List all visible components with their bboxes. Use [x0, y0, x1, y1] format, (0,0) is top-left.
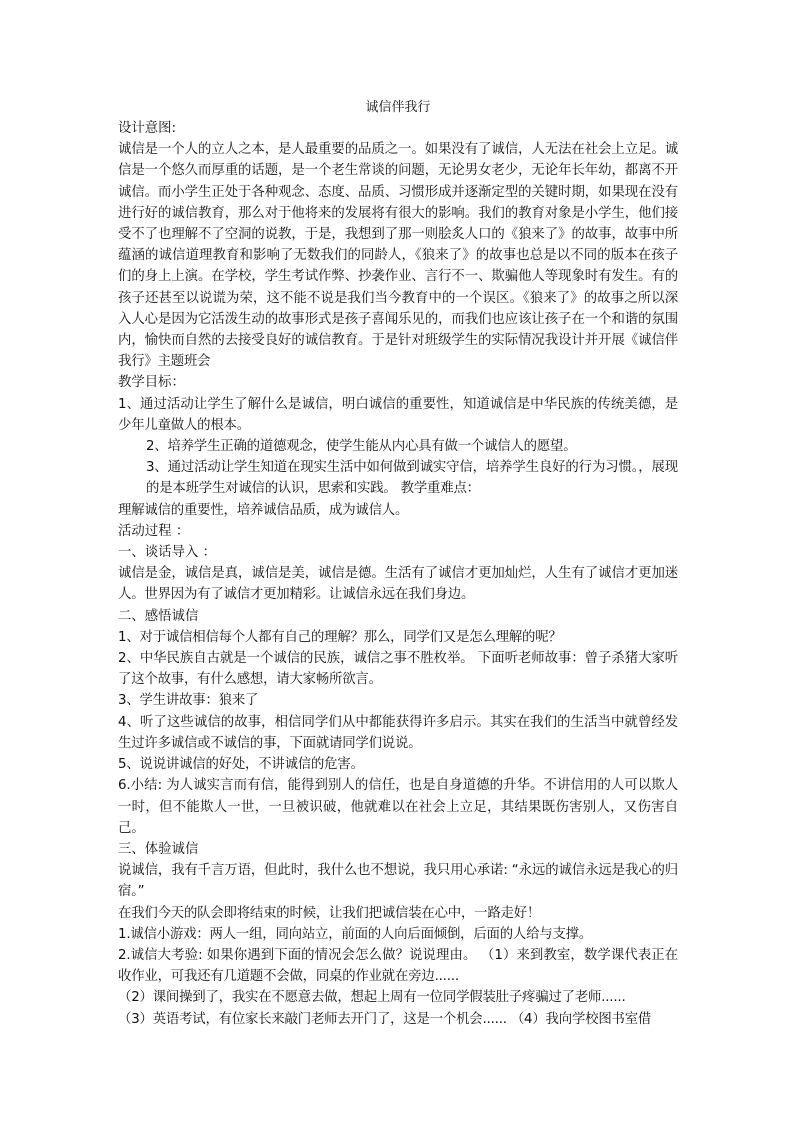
key-points-text: 理解诚信的重要性，培养诚信品质，成为诚信人。 — [118, 502, 409, 518]
section-2-item-3: 3、学生讲故事：狼来了 — [118, 693, 259, 709]
section-3-text-2: 在我们今天的队会即将结束的时候，让我们把诚信装在心中，一路走好！ — [118, 905, 541, 921]
goal-item-3: 3、通过活动让学生知道在现实生活中如何做到诚实守信，培养学生良好的行为习惯。，展现的是本班学生对诚信的认识，思索和实践。 教学重难点： — [146, 460, 678, 497]
goal-item-1: 1、通过活动让学生了解什么是诚信，明白诚信的重要性，知道诚信是中华民族的传统美德，是少年儿童做人的根本。 — [118, 396, 678, 433]
section-3-item-1: 1.诚信小游戏：两人一组，同向站立，前面的人向后面倾倒，后面的人给与支撑。 — [118, 926, 593, 942]
section-2-item-6: 6.小结: 为人诚实言而有信，能得到别人的信任，也是自身道德的升华。不讲信用的人可以欺人一时，但不能欺人一世，一旦被识破，他就难以在社会上立足，其结果既伤害别人，又伤害自己。 — [118, 778, 678, 836]
document-page — [118, 98, 678, 1030]
section-3-text-1: 说诚信，我有千言万语，但此时，我什么也不想说，我只用心承诺: “永远的诚信永远是我心的归宿。” — [118, 863, 678, 900]
document-title: 诚信伴我行 — [365, 100, 431, 115]
section-1-text: 诚信是金，诚信是真，诚信是美，诚信是德。生活有了诚信才更加灿烂，人生有了诚信才更加迷人。世界因为有了诚信才更加精彩。让诚信永远在我们身边。 — [118, 566, 678, 603]
activity-process-label: 活动过程 ： — [118, 523, 190, 539]
section-2-item-4: 4、听了这些诚信的故事，相信同学们从中都能获得许多启示。其实在我们的生活当中就曾经发生过许多诚信或不诚信的事，下面就请同学们说说。 — [118, 714, 678, 751]
section-2-item-5: 5、说说讲诚信的好处，不讲诚信的危害。 — [118, 757, 364, 773]
teaching-goals-label: 教学目标： — [118, 375, 185, 391]
section-3-item-2: 2.诚信大考验: 如果你遇到下面的情况会怎么做？说说理由。 （1）来到教室，数学课代表正在收作业，可我还有几道题不会做，同桌的作业就在旁边...... — [118, 947, 678, 985]
section-1-title: 一、谈话导入 ： — [118, 545, 216, 561]
section-2-item-1: 1、对于诚信相信每个人都有自己的理解？那么，同学们又是怎么理解的呢？ — [118, 629, 562, 645]
section-3-item-3: （2）课间操到了，我实在不愿意去做，想起上周有一位同学假装肚子疼骗过了老师...... — [118, 990, 626, 1006]
section-3-title: 三、体验诚信 — [118, 841, 199, 857]
section-2-title: 二、感悟诚信 — [118, 608, 199, 624]
section-3-item-4: （3）英语考试，有位家长来敲门老师去开门了，这是一个机会...... （4）我向学校图书室借 — [118, 1011, 652, 1027]
goal-item-2: 2、培养学生正确的道德观念，使学生能从内心具有做一个诚信人的愿望。 — [146, 439, 577, 455]
section-2-item-2: 2、中华民族自古就是一个诚信的民族，诚信之事不胜枚举。 下面听老师故事：曾子杀猪大家听了这个故事，有什么感想，请大家畅所欲言。 — [118, 651, 678, 688]
design-intent-text: 诚信是一个人的立人之本，是人最重要的品质之一。如果没有了诚信，人无法在社会上立足。诚信是一个悠久而厚重的话题，是一个老生常谈的问题，无论男女老少，无论年长年幼，都离不开诚信。而小学生正处于各种观念、态度、品质、习惯形成并逐渐定型的关键时期，如果现在没有进行好的诚信教育，那么对于他将来的发展将有很大的影响。我们的教育对象是小学生，他们接受不了也理解不了空洞的说教，于是，我想到了那一则脍炙人口的《狼来了》的故事，故事中所蕴涵的诚信道理教育和影响了无数我们的同龄人，《狼来了》的故事也总是以不同的版本在孩子们的身上上演。在学校，学生考试作弊、抄袭作业、言行不一、欺骗他人等现象时有发生。有的孩子还甚至以说谎为荣，这不能不说是我们当今教育中的一个误区。《狼来了》的故事之所以深入人心是因为它活泼生动的故事形式是孩子喜闻乐见的，而我们也应该让孩子在一个和谐的氛围内，愉快而自然的去接受良好的诚信教育。于是针对班级学生的实际情况我设计并开展《诚信伴我行》主题班会 — [118, 142, 678, 370]
design-intent-label: 设计意图: — [118, 121, 177, 136]
